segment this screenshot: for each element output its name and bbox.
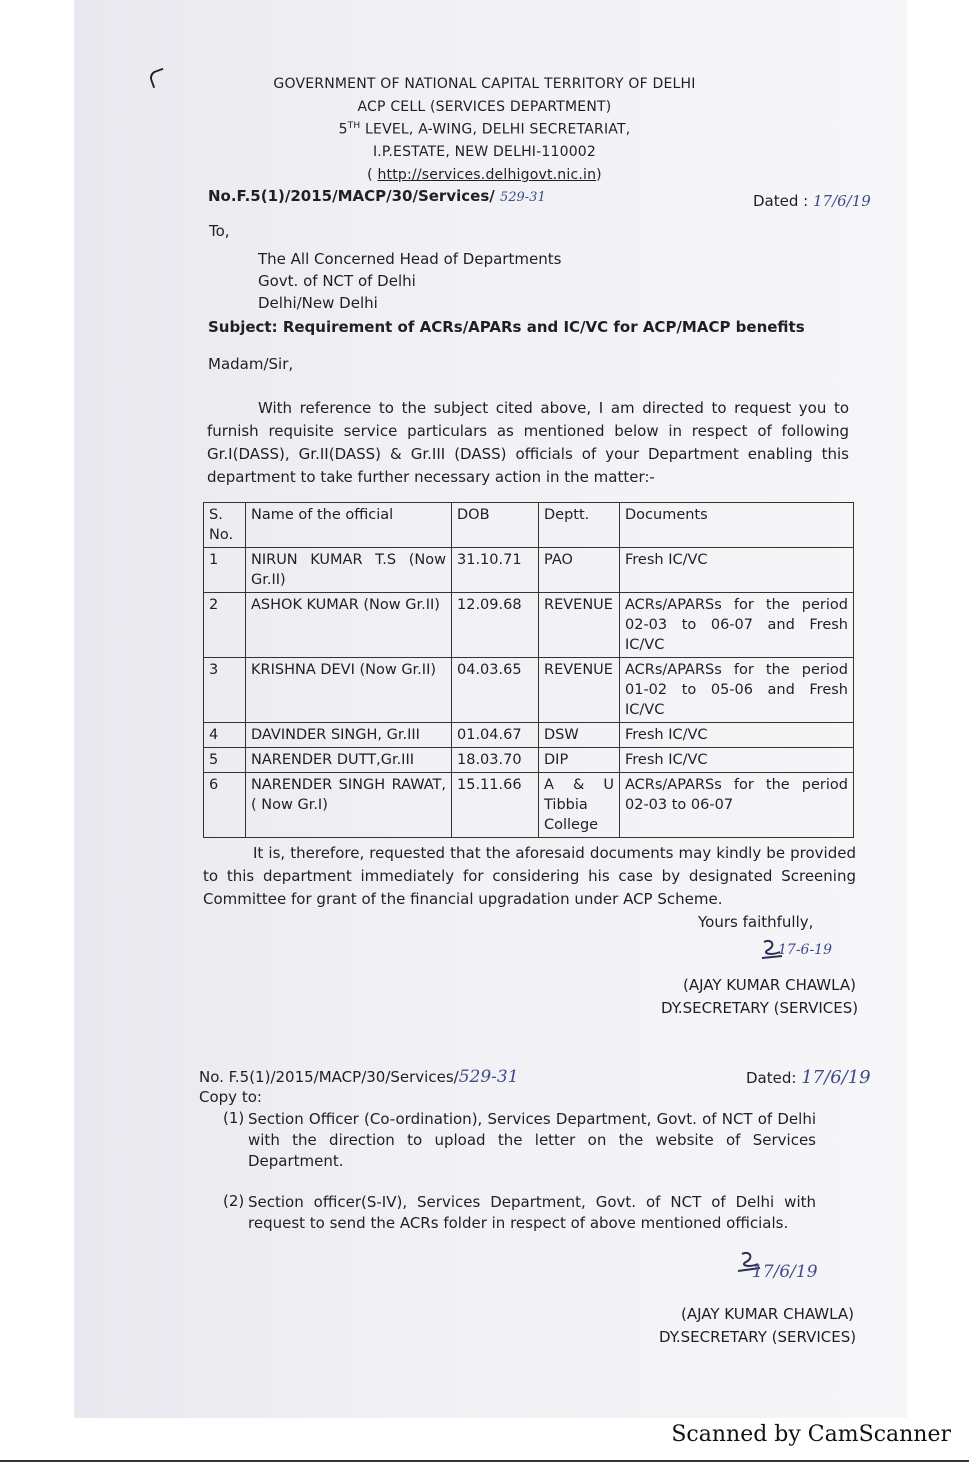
table-cell: ACRs/APARSs for the period 02-03 to 06-07 (620, 773, 854, 838)
table-cell: NARENDER SINGH RAWAT, ( Now Gr.I) (246, 773, 452, 838)
table-header: Deptt. (539, 503, 620, 548)
table-row (204, 723, 854, 748)
closing: Yours faithfully, (698, 913, 814, 931)
header-address-level: 5TH LEVEL, A-WING, DELHI SECRETARIAT, (338, 121, 631, 138)
table-cell: NARENDER DUTT,Gr.III (246, 748, 452, 773)
table-cell: REVENUE (539, 658, 620, 723)
copy-item-1: Section Officer (Co-ordination), Services Department, Govt. of NCT of Delhi with the direction to upload the letter on the website of Services Department. (248, 1110, 816, 1170)
copy-item-2-number: (2) (223, 1192, 245, 1210)
table-cell: NIRUN KUMAR T.S (Now Gr.II) (246, 548, 452, 593)
table-header: Name of the official (246, 503, 452, 548)
table-row (204, 658, 854, 723)
table-cell: 4 (204, 723, 246, 748)
copy-to-label: Copy to: (199, 1088, 262, 1106)
table-cell: 3 (204, 658, 246, 723)
table-cell: KRISHNA DEVI (Now Gr.II) (246, 658, 452, 723)
handwritten-copy-reference: 529-31 (458, 1067, 519, 1087)
address-line-2: Govt. of NCT of Delhi (258, 272, 416, 290)
body-paragraph-1: With reference to the subject cited above, I am directed to request you to furnish requisite service particulars as mentioned below in respect of following Gr.I(DASS), Gr.II(DASS) & Gr.III (DASS) officials of your Department enabling this department to take further necessary action in the matter:- (207, 399, 849, 486)
table-cell: 12.09.68 (452, 593, 539, 658)
table-cell: 2 (204, 593, 246, 658)
table-cell: ACRs/APARSs for the period 02-03 to 06-07 and Fresh IC/VC (620, 593, 854, 658)
header-address-city: I.P.ESTATE, NEW DELHI-110002 (372, 144, 597, 160)
reference-number: No.F.5(1)/2015/MACP/30/Services/ 529-31 (208, 187, 546, 205)
table-cell: ASHOK KUMAR (Now Gr.II) (246, 593, 452, 658)
signatory-1-name: (AJAY KUMAR CHAWLA) (683, 976, 856, 994)
table-cell: DSW (539, 723, 620, 748)
table-header: S. No. (204, 503, 246, 548)
signature-1-date: 17-6-19 (778, 942, 832, 958)
bottom-divider (0, 1460, 969, 1462)
header-government: GOVERNMENT OF NATIONAL CAPITAL TERRITORY OF DELHI (273, 76, 696, 92)
officials-table (203, 502, 854, 838)
table-header-row (204, 503, 854, 548)
handwritten-reference: 529-31 (499, 190, 546, 205)
table-header: DOB (452, 503, 539, 548)
website-link[interactable]: http://services.delhigovt.nic.in (377, 167, 597, 183)
table-row (204, 548, 854, 593)
table-cell: 18.03.70 (452, 748, 539, 773)
table-cell: DIP (539, 748, 620, 773)
scanner-watermark: Scanned by CamScanner (671, 1422, 951, 1447)
table-cell: 04.03.65 (452, 658, 539, 723)
to-label: To, (209, 222, 230, 240)
table-cell: Fresh IC/VC (620, 723, 854, 748)
address-line-3: Delhi/New Delhi (258, 294, 378, 312)
signatory-2-designation: DY.SECRETARY (SERVICES) (659, 1328, 857, 1346)
address-line-1: The All Concerned Head of Departments (258, 250, 562, 268)
table-cell: 01.04.67 (452, 723, 539, 748)
table-row (204, 773, 854, 838)
copy-dated-field: Dated: 17/6/19 (746, 1067, 871, 1088)
header-website: ( http://services.delhigovt.nic.in) (367, 167, 602, 183)
header-cell: ACP CELL (SERVICES DEPARTMENT) (357, 99, 612, 115)
subject-line: Subject: Requirement of ACRs/APARs and IC/VC for ACP/MACP benefits (208, 318, 805, 336)
table-row (204, 593, 854, 658)
table-cell: 15.11.66 (452, 773, 539, 838)
body-paragraph-2: It is, therefore, requested that the aforesaid documents may kindly be provided to this department immediately for considering his case by designated Screening Committee for grant of the financial upgradation under ACP Scheme. (203, 844, 856, 908)
table-cell: Fresh IC/VC (620, 548, 854, 593)
table-cell: 1 (204, 548, 246, 593)
table-cell: 31.10.71 (452, 548, 539, 593)
signatory-1-designation: DY.SECRETARY (SERVICES) (661, 999, 859, 1017)
table-row (204, 748, 854, 773)
table-cell: DAVINDER SINGH, Gr.III (246, 723, 452, 748)
copy-item-1-number: (1) (223, 1109, 245, 1127)
table-cell: 5 (204, 748, 246, 773)
table-cell: PAO (539, 548, 620, 593)
copy-item-2: Section officer(S-IV), Services Department, Govt. of NCT of Delhi with request to send the ACRs folder in respect of above mentioned officials. (248, 1193, 816, 1232)
table-cell: Fresh IC/VC (620, 748, 854, 773)
dated-field: Dated : 17/6/19 (753, 192, 871, 210)
table-cell: 6 (204, 773, 246, 838)
handwritten-date: 17/6/19 (812, 192, 871, 210)
table-header: Documents (620, 503, 854, 548)
signatory-2-name: (AJAY KUMAR CHAWLA) (681, 1305, 854, 1323)
salutation: Madam/Sir, (208, 355, 294, 373)
copy-reference-number: No. F.5(1)/2015/MACP/30/Services/529-31 (199, 1067, 519, 1087)
handwritten-copy-date: 17/6/19 (801, 1067, 871, 1088)
table-cell: REVENUE (539, 593, 620, 658)
signature-2-date: 17/6/19 (752, 1262, 818, 1282)
table-cell: A & U Tibbia College (539, 773, 620, 838)
table-cell: ACRs/APARSs for the period 01-02 to 05-06 and Fresh IC/VC (620, 658, 854, 723)
